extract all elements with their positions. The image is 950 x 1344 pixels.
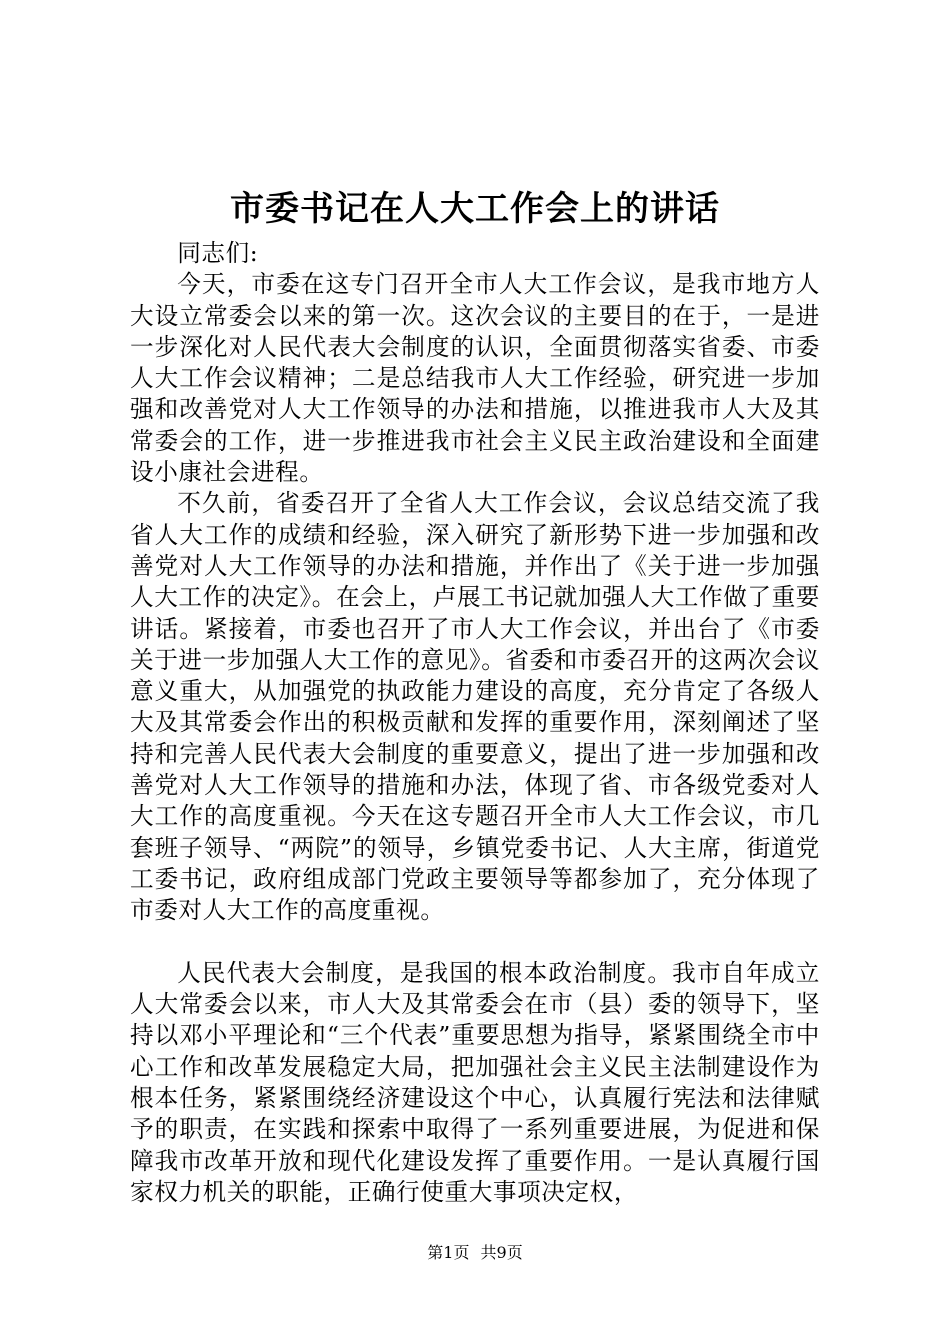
blank-line bbox=[130, 927, 820, 958]
page-footer bbox=[0, 1242, 950, 1264]
salutation: 同志们: bbox=[177, 239, 259, 267]
paragraph-3: 人民代表大会制度，是我国的根本政治制度。我市自年成立人大常委会以来，市人大及其常委会在市（县）委的领导下，坚持以邓小平理论和“三个代表”重要思想为指导，紧紧围绕全市中心工作和改革发展稳定大局，把加强社会主义民主法制建设作为根本任务，紧紧围绕经济建设这个中心，认真履行宪法和法律赋予的职责，在实践和探索中取得了一系列重要进展，为促进和保障我市改革开放和现代化建设发挥了重要作用。一是认真履行国家权力机关的职能，正确行使重大事项决定权， bbox=[130, 958, 820, 1206]
document-title: 市委书记在人大工作会上的讲话 bbox=[230, 189, 720, 229]
paragraph-1: 今天，市委在这专门召开全市人大工作会议，是我市地方人大设立常委会以来的第一次。这次会议的主要目的在于，一是进一步深化对人民代表大会制度的认识，全面贯彻落实省委、市委人大工作会议精神；二是总结我市人大工作经验，研究进一步加强和改善党对人大工作领导的办法和措施，以推进我市人大及其常委会的工作，进一步推进我市社会主义民主政治建设和全面建设小康社会进程。 bbox=[130, 270, 820, 487]
page-number: 第1页 bbox=[427, 1243, 470, 1262]
document-body bbox=[130, 238, 820, 1208]
page-total: 共9页 bbox=[480, 1243, 523, 1262]
paragraph-2: 不久前，省委召开了全省人大工作会议，会议总结交流了我省人大工作的成绩和经验，深入研究了新形势下进一步加强和改善党对人大工作领导的办法和措施，并作出了《关于进一步加强人大工作的决定》。在会上，卢展工书记就加强人大工作做了重要讲话。紧接着，市委也召开了市人大工作会议，并出台了《市委关于进一步加强人大工作的意见》。省委和市委召开的这两次会议意义重大，从加强党的执政能力建设的高度，充分肯定了各级人大及其常委会作出的积极贡献和发挥的重要作用，深刻阐述了坚持和完善人民代表大会制度的重要意义，提出了进一步加强和改善党对人大工作领导的措施和办法，体现了省、市各级党委对人大工作的高度重视。今天在这专题召开全市人大工作会议，市几套班子领导、“两院”的领导，乡镇党委书记、人大主席，街道党工委书记，政府组成部门党政主要领导等都参加了，充分体现了市委对人大工作的高度重视。 bbox=[130, 489, 820, 925]
